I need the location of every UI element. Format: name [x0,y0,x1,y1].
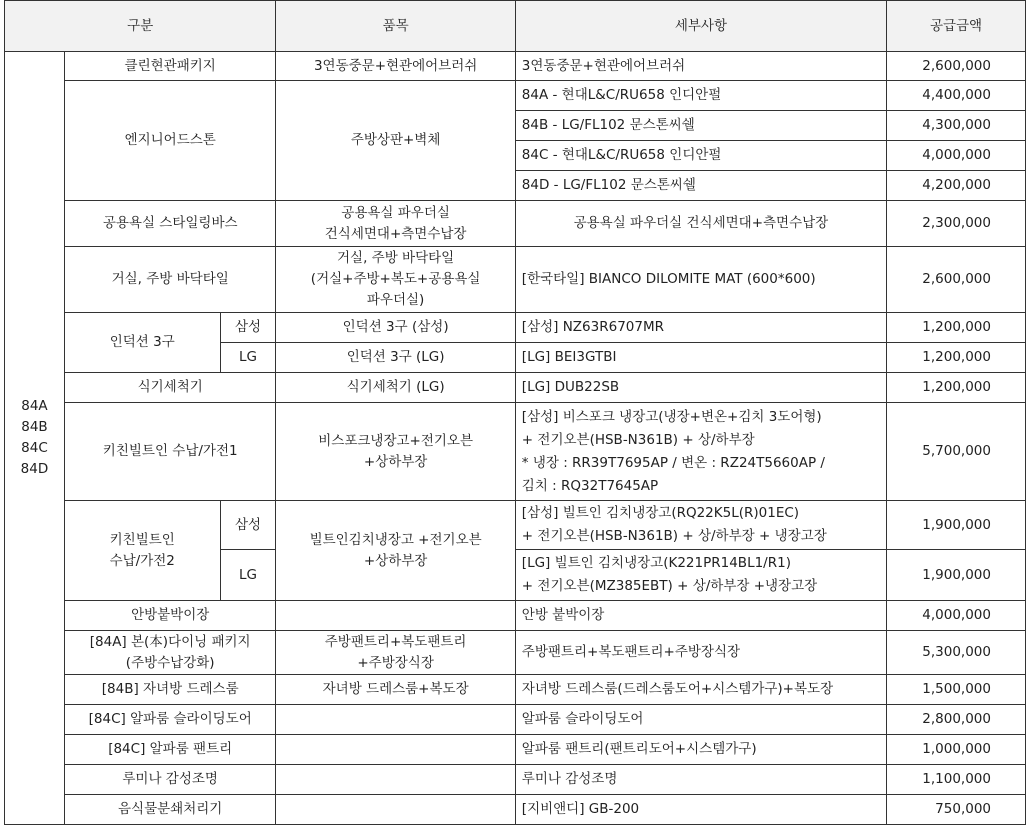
price-cell: 2,600,000 [887,52,1026,81]
item-cell [276,765,515,795]
table-row [5,735,1026,765]
item-cell: 3연동중문+현관에어브러쉬 [276,52,515,81]
detail-cell: 안방 붙박이장 [515,601,886,631]
detail-cell: 3연동중문+현관에어브러쉬 [515,52,886,81]
price-cell: 750,000 [887,795,1026,825]
item-cell [276,201,515,247]
category-cell [64,631,276,675]
category-cell: 키친빌트인 수납/가전1 [64,403,276,501]
detail-cell: [한국타일] BIANCO DILOMITE MAT (600*600) [515,247,886,313]
detail-cell [515,403,886,501]
price-cell: 1,900,000 [887,550,1026,601]
price-cell: 2,300,000 [887,201,1026,247]
detail-cell: 공용욕실 파우더실 건식세면대+측면수납장 [515,201,886,247]
table-row [5,81,1026,111]
category-cell: 안방붙박이장 [64,601,276,631]
item-cell [276,795,515,825]
options-table [4,0,1026,825]
detail-line: [삼성] 비스포크 냉장고(냉장+변온+김치 3도어형) [521,408,822,425]
detail-line: [삼성] 빌트인 김치냉장고(RQ22K5L(R)01EC) [521,505,800,521]
price-cell: 1,200,000 [887,313,1026,343]
detail-cell: 84B - LG/FL102 문스톤씨쉘 [515,111,886,141]
detail-cell: 알파룸 슬라이딩도어 [515,705,886,735]
category-cell: [84C] 알파룸 슬라이딩도어 [64,705,276,735]
detail-line: 김치 : RQ32T7645AP [521,477,659,494]
price-cell: 4,000,000 [887,141,1026,171]
category-cell: 공용욕실 스타일링바스 [64,201,276,247]
price-cell: 4,200,000 [887,171,1026,201]
price-cell: 5,300,000 [887,631,1026,675]
unit-type-84a: 84A [21,398,48,414]
subcategory-cell: LG [220,343,276,373]
item-line: 건식세면대+측면수납장 [324,225,467,242]
table-row [5,201,1026,247]
category-cell: 거실, 주방 바닥타일 [64,247,276,313]
subcategory-cell: 삼성 [220,501,276,550]
price-cell: 4,400,000 [887,81,1026,111]
table-row [5,675,1026,705]
item-cell [276,601,515,631]
item-cell [276,631,515,675]
table-row [5,501,1026,550]
detail-cell: [지비앤디] GB-200 [515,795,886,825]
table-header [5,1,1026,52]
item-line: +주방장식장 [357,654,434,671]
price-cell: 2,600,000 [887,247,1026,313]
item-line: 주방팬트리+복도팬트리 [324,633,467,650]
category-cell: 식기세척기 [64,373,276,403]
detail-cell: 84D - LG/FL102 문스톤씨쉘 [515,171,886,201]
item-cell [276,501,515,601]
item-line: 빌트인김치냉장고 +전기오븐 [309,531,482,548]
subcategory-cell: 삼성 [220,313,276,343]
detail-cell: 자녀방 드레스룸(드레스룸도어+시스템가구)+복도장 [515,675,886,705]
item-line: (거실+주방+복도+공용욕실 [310,271,481,287]
detail-cell: 84C - 현대L&C/RU658 인디안펄 [515,141,886,171]
price-cell: 4,300,000 [887,111,1026,141]
header-item: 품목 [276,1,515,52]
item-line: 비스포크냉장고+전기오븐 [318,432,473,449]
detail-cell: [삼성] NZ63R6707MR [515,313,886,343]
item-line: +상하부장 [363,453,428,470]
item-cell [276,403,515,501]
table-row [5,247,1026,313]
item-cell: 주방상판+벽체 [276,81,515,201]
category-cell: 클린현관패키지 [64,52,276,81]
category-cell: 엔지니어드스톤 [64,81,276,201]
header-price: 공급금액 [887,1,1026,52]
detail-line: + 전기오븐(HSB-N361B) + 상/하부장 + 냉장고장 [521,528,827,544]
item-line: 파우더실) [366,292,425,308]
detail-line: [LG] 빌트인 김치냉장고(K221PR14BL1/R1) [521,555,791,571]
detail-cell [515,501,886,550]
subcategory-cell: LG [220,550,276,601]
table-row [5,403,1026,501]
table-row [5,631,1026,675]
item-cell [276,735,515,765]
detail-cell [515,550,886,601]
category-cell: 루미나 감성조명 [64,765,276,795]
price-cell: 2,800,000 [887,705,1026,735]
detail-line: * 냉장 : RR39T7695AP / 변온 : RZ24T5660AP / [521,454,825,471]
unit-type-84c: 84C [21,440,48,456]
price-cell: 5,700,000 [887,403,1026,501]
category-cell: 음식물분쇄처리기 [64,795,276,825]
category-line: 수납/가전2 [109,552,175,569]
price-cell: 4,000,000 [887,601,1026,631]
detail-cell: 주방팬트리+복도팬트리+주방장식장 [515,631,886,675]
price-cell: 1,900,000 [887,501,1026,550]
table-row [5,601,1026,631]
table-row [5,52,1026,81]
price-cell: 1,200,000 [887,373,1026,403]
category-cell: [84B] 자녀방 드레스룸 [64,675,276,705]
unit-type-group [5,52,65,825]
item-cell [276,705,515,735]
detail-cell: [LG] BEI3GTBI [515,343,886,373]
price-cell: 1,200,000 [887,343,1026,373]
category-line: [84A] 본(本)다이닝 패키지 [89,633,251,650]
table-row [5,313,1026,343]
header-detail: 세부사항 [515,1,886,52]
item-cell: 자녀방 드레스룸+복도장 [276,675,515,705]
header-category: 구분 [5,1,276,52]
item-line: 공용욕실 파우더실 [341,204,450,221]
detail-cell: 루미나 감성조명 [515,765,886,795]
detail-line: + 전기오븐(MZ385EBT) + 상/하부장 +냉장고장 [521,578,818,594]
item-cell: 식기세척기 (LG) [276,373,515,403]
category-cell [64,501,220,601]
item-cell [276,247,515,313]
table-row [5,765,1026,795]
unit-type-84b: 84B [21,419,48,435]
table-row [5,795,1026,825]
category-cell: 인덕션 3구 [64,313,220,373]
item-line: +상하부장 [363,552,428,569]
category-cell: [84C] 알파룸 팬트리 [64,735,276,765]
table-row [5,373,1026,403]
category-line: 키친빌트인 [109,531,175,548]
item-cell: 인덕션 3구 (삼성) [276,313,515,343]
detail-cell: [LG] DUB22SB [515,373,886,403]
price-cell: 1,000,000 [887,735,1026,765]
table-row [5,705,1026,735]
item-cell: 인덕션 3구 (LG) [276,343,515,373]
category-line: (주방수납강화) [125,654,215,671]
detail-cell: 84A - 현대L&C/RU658 인디안펄 [515,81,886,111]
price-cell: 1,500,000 [887,675,1026,705]
detail-cell: 알파룸 팬트리(팬트리도어+시스템가구) [515,735,886,765]
detail-line: + 전기오븐(HSB-N361B) + 상/하부장 [521,431,755,448]
unit-type-84d: 84D [20,461,49,477]
price-cell: 1,100,000 [887,765,1026,795]
item-line: 거실, 주방 바닥타일 [337,250,455,266]
